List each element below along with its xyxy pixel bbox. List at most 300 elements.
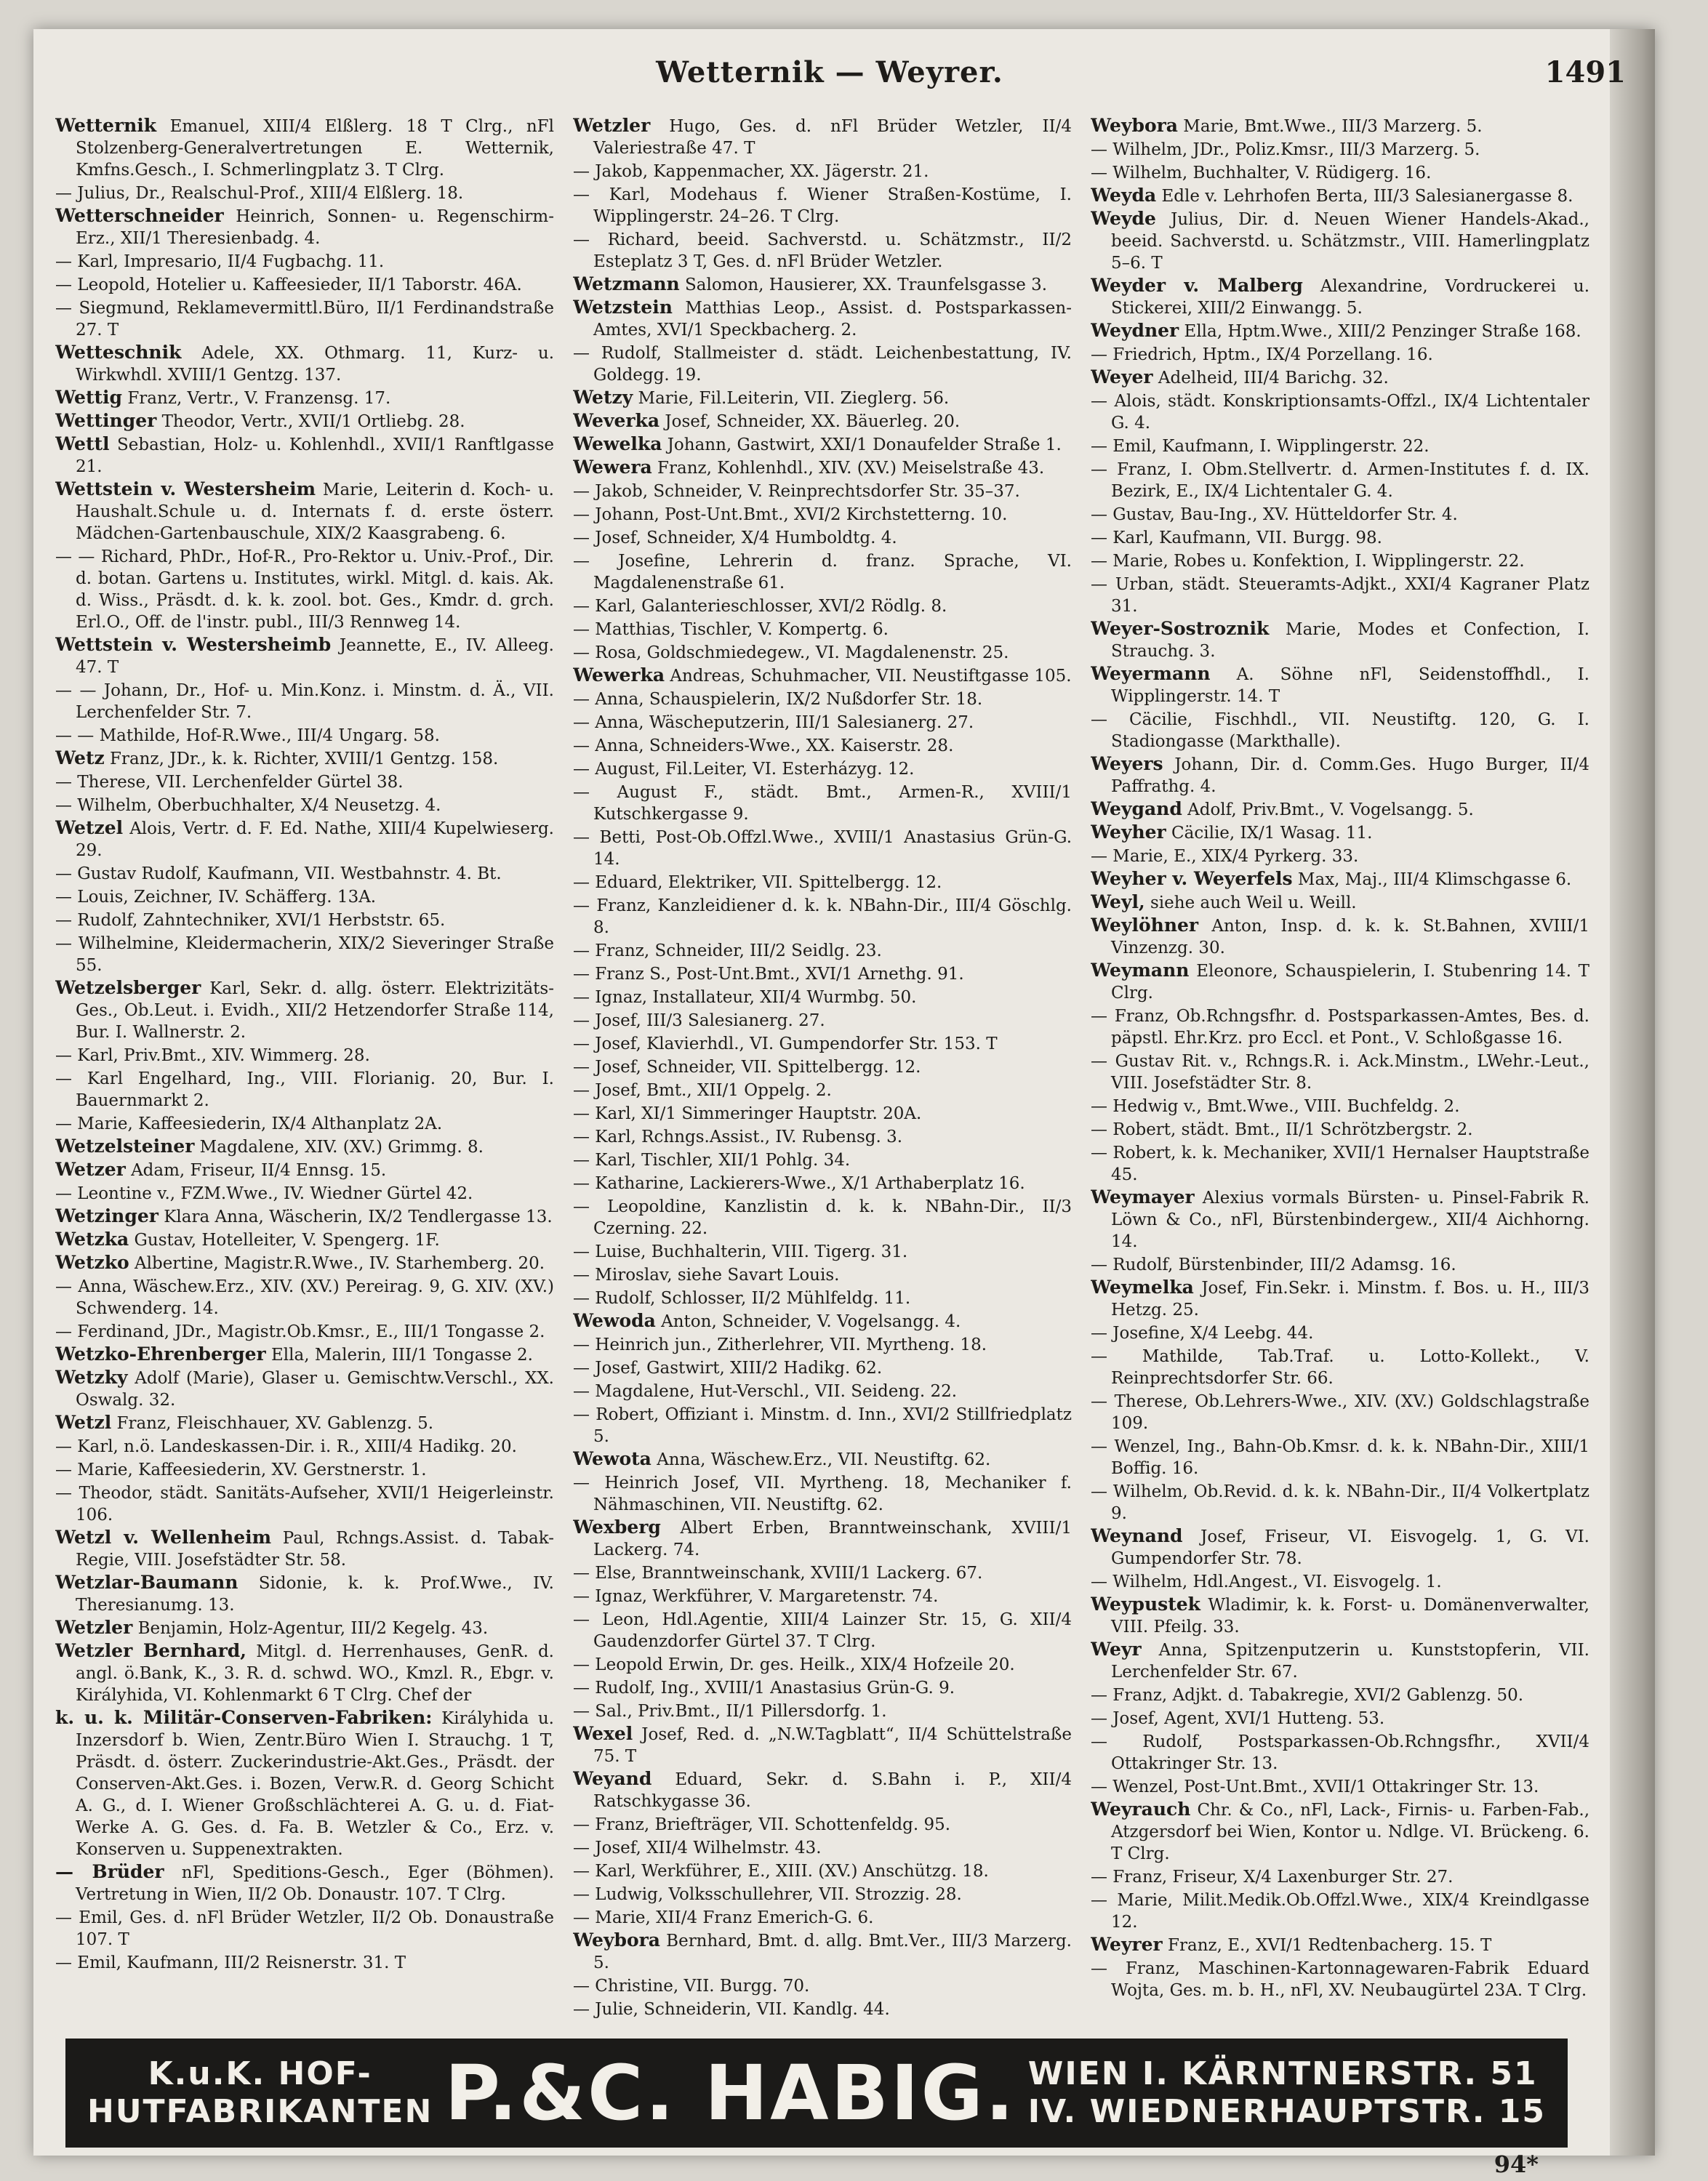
entry-surname: Weyer [1091,366,1153,387]
entry-details: — Richard, beeid. Sachverstd. u. Schätzmstr., II/2 Esteplatz 3 T, Ges. d. nFl Brüder Wetzler. [573,230,1072,271]
directory-entry [573,1333,1072,1356]
directory-entry [1091,845,1589,867]
entry-surname: Wewelka [573,433,662,454]
entry-surname: Wetzler [55,1617,133,1638]
entry-details: Sebastian, Holz- u. Kohlenhdl., XVII/1 Ranftlgasse 21. [76,435,554,476]
entry-details: — Therese, VII. Lerchenfelder Gürtel 38. [55,773,404,792]
directory-entry [1091,1390,1589,1434]
entry-surname: Weyder v. Malberg [1091,275,1303,296]
entry-details: Eleonore, Schauspielerin, I. Stubenring 14. T Clrg. [1111,962,1589,1003]
directory-entry [55,182,554,204]
entry-details: Theodor, Vertr., XVII/1 Ortliebg. 28. [156,412,465,431]
entry-surname: Wewota [573,1448,651,1469]
entry-details: Hugo, Ges. d. nFl Brüder Wetzler, II/4 Valeriestraße 47. T [593,117,1072,158]
directory-entry [573,1836,1072,1859]
entry-details: — Franz S., Post-Unt.Bmt., XVI/1 Arnethg. 91. [573,965,964,984]
entry-details: — Wilhelm, Ob.Revid. d. k. k. NBahn-Dir., II/4 Volkertplatz 9. [1091,1482,1589,1523]
entry-details: Alexandrine, Vordruckerei u. Stickerei, XIII/2 Einwangg. 5. [1111,277,1589,318]
entry-surname: Weyers [1091,753,1163,774]
entry-details: Marie, Leiterin d. Koch- u. Haushalt.Schule u. d. Internats f. d. erste österr. Mädchen-Gartenbauschule, XIX/2 Kaasgrabeng. 6. [76,481,554,543]
entry-details: — Wilhelm, Hdl.Angest., VI. Eisvogelg. 1. [1091,1573,1442,1591]
entry-surname: Weyher v. Weyerfels [1091,868,1293,889]
entry-details: — Wilhelm, JDr., Poliz.Kmsr., III/3 Marzerg. 5. [1091,140,1480,159]
entry-details: — Siegmund, Reklamevermittl.Büro, II/1 Ferdinandstraße 27. T [55,299,554,340]
column-2 [573,115,1072,2020]
directory-entry [55,909,554,931]
book-spine-shadow [1610,29,1655,2156]
directory-entry [573,1975,1072,1997]
entry-surname: Weynand [1091,1525,1183,1546]
entry-details: — Wilhelmine, Kleidermacherin, XIX/2 Sieveringer Straße 55. [55,934,554,975]
entry-surname: Wettstein v. Westersheim [55,478,316,499]
entry-details: — Gustav Rit. v., Rchngs.R. i. Ack.Minstm., LWehr.-Leut., VIII. Josefstädter Str. 8. [1091,1052,1589,1093]
entry-details: — Ferdinand, JDr., Magistr.Ob.Kmsr., E., III/1 Tongasse 2. [55,1322,545,1341]
page-title: Wetternik — Weyrer. [656,55,1003,89]
directory-entry [1091,526,1589,549]
directory-entry [1091,1730,1589,1775]
entry-details: — Emil, Kaufmann, III/2 Reisnerstr. 31. T [55,1953,406,1972]
entry-details: — Rosa, Goldschmiedegew., VI. Magdalenenstr. 25. [573,643,1009,662]
entry-details: — Cäcilie, Fischhdl., VII. Neustiftg. 120, G. I. Stadiongasse (Markthalle). [1091,710,1589,751]
directory-entry [55,885,554,908]
directory-entry [55,1275,554,1320]
directory-entry [55,342,554,386]
entry-details: Cäcilie, IX/1 Wasag. 11. [1166,824,1373,843]
entry-details: — Leopold Erwin, Dr. ges. Heilk., XIX/4 Hofzeile 20. [573,1655,1015,1674]
entry-details: — Miroslav, siehe Savart Louis. [573,1266,840,1285]
entry-surname: Weverka [573,410,660,431]
directory-entry [1091,753,1589,798]
entry-details: — Karl, Tischler, XII/1 Pohlg. 34. [573,1151,851,1170]
entry-details: Mitgl. d. Herrenhauses, GenR. d. angl. ö.Bank, K., 3. R. d. schwd. WO., Kmzl. R., Ebgr. v. Királyhida, VI. Kohlenmarkt 6 T Clrg. Chef der [76,1642,554,1705]
entry-details: — Rudolf, Zahntechniker, XVI/1 Herbststr. 65. [55,911,446,930]
entry-details: Wladimir, k. k. Forst- u. Domänenverwalter, VIII. Pfeilg. 33. [1111,1596,1589,1636]
entry-details: — Rudolf, Stallmeister d. städt. Leichenbestattung, IV. Goldegg. 19. [573,344,1072,385]
entry-details: Matthias Leop., Assist. d. Postsparkassen-Amtes, XVI/1 Speckbacherg. 2. [593,299,1072,340]
entry-details: — August, Fil.Leiter, VI. Esterházyg. 12. [573,760,915,779]
directory-entry [573,986,1072,1008]
entry-details: Franz, Kohlenhdl., XIV. (XV.) Meiselstraße 43. [651,459,1045,478]
entry-details: nFl, Speditions-Gesch., Eger (Böhmen). Vertretung in Wien, II/2 Ob. Donaustr. 107. T Clrg. [76,1863,554,1904]
directory-entry [573,1380,1072,1402]
entry-details: Franz, Vertr., V. Franzensg. 17. [122,389,391,408]
directory-entry [573,1009,1072,1032]
directory-entry [573,1310,1072,1333]
entry-details: — Eduard, Elektriker, VII. Spittelbergg. 12. [573,873,942,892]
entry-details: — Anna, Wäscheputzerin, III/1 Salesianerg. 27. [573,713,974,732]
directory-entry [55,1367,554,1411]
directory-entry [1091,1118,1589,1141]
directory-entry [573,1471,1072,1516]
directory-entry [55,1112,554,1135]
entry-details: Andreas, Schuhmacher, VII. Neustiftgasse 105. [665,667,1072,686]
directory-entry [55,410,554,433]
entry-details: — Karl, XI/1 Simmeringer Hauptstr. 20A. [573,1104,922,1123]
directory-entry [55,297,554,341]
directory-entry [1091,550,1589,572]
entry-details: — Theodor, städt. Sanitäts-Aufseher, XVII/1 Heigerleinstr. 106. [55,1484,554,1525]
directory-entry [573,480,1072,502]
entry-details: — Friedrich, Hptm., IX/4 Porzellang. 16. [1091,345,1433,364]
directory-entry [573,1079,1072,1101]
directory-entry [573,734,1072,757]
entry-surname: Wetzmann [573,273,680,294]
entry-details: — Emil, Kaufmann, I. Wipplingerstr. 22. [1091,437,1430,456]
directory-entry [573,871,1072,893]
entry-details: — Leontine v., FZM.Wwe., IV. Wiedner Gürtel 42. [55,1184,473,1203]
entry-details: — Wilhelm, Oberbuchhalter, X/4 Neusetzg. 4. [55,796,441,815]
entry-details: — Matthias, Tischler, V. Kompertg. 6. [573,620,889,639]
entry-details: Salomon, Hausierer, XX. Traunfelsgasse 3. [679,276,1048,294]
entry-details: Benjamin, Holz-Agentur, III/2 Kegelg. 43. [132,1619,489,1638]
entry-details: Királyhida u. Inzersdorf b. Wien, Zentr.Büro Wien I. Strauchg. 1 T, Präsdt. d. österr. Zuckerindustrie-Akt.Ges., Präsdt. der Conserven-Akt.Ges. i. Bozen, Verw.R. d. Georg Schicht A. G., d. I. Wiener Großschlächterei A. G. u. d. Fiat-Werke A. G. Ges. d. Fa. B. Wetzler & Co., Erz. v. Konserven u. Suppenextrakten. [76,1709,554,1859]
directory-entry [1091,390,1589,434]
directory-entry [573,963,1072,985]
entry-details: Albertine, Magistr.R.Wwe., IV. Starhemberg. 20. [129,1254,545,1273]
entry-details: Magdalene, XIV. (XV.) Grimmg. 8. [194,1138,484,1157]
entry-details: Johann, Gastwirt, XXI/1 Donaufelder Straße 1. [662,435,1062,454]
entry-details: — — Richard, PhDr., Hof-R., Pro-Rektor u. Univ.-Prof., Dir. d. botan. Gartens u. Institutes, wirkl. Mitgl. d. kais. Ak. d. Wiss., Präsdt. d. k. k. zool. bot. Ges., Kmdr. d. grch. Erl.O., Off. de l'instr. publ., III/3 Rennweg 14. [55,547,554,632]
entry-details: — Josef, Agent, XVI/1 Hutteng. 53. [1091,1709,1385,1728]
entry-surname: Weyrer [1091,1934,1163,1955]
entry-surname: Weygand [1091,798,1182,819]
directory-entry [55,1527,554,1571]
directory-entry [573,826,1072,870]
entry-details: — Heinrich jun., Zitherlehrer, VII. Myrtheng. 18. [573,1335,987,1354]
directory-entry [1091,960,1589,1004]
directory-entry [573,1929,1072,1974]
entry-surname: Wetzler [573,115,651,136]
directory-entry [1091,1594,1589,1638]
directory-entry [55,1067,554,1112]
directory-entry [573,1195,1072,1240]
entry-details: — Ignaz, Installateur, XII/4 Wurmbg. 50. [573,988,917,1007]
directory-entry [55,1458,554,1481]
directory-entry [573,1240,1072,1263]
entry-surname: Weyher [1091,822,1166,843]
directory-entry [55,1159,554,1181]
habig-advertisement-banner [65,2039,1568,2148]
entry-details: Adele, XX. Othmarg. 11, Kurz- u. Wirkwhdl. XVIII/1 Gentzg. 137. [76,344,554,385]
entry-details: — Marie, Kaffeesiederin, IX/4 Althanplatz 2A. [55,1114,443,1133]
directory-entry [55,1861,554,1905]
page-number: 1491 [1544,55,1626,89]
entry-details: Franz, Fleischhauer, XV. Gablenzg. 5. [111,1414,434,1433]
entry-details: — August F., städt. Bmt., Armen-R., XVIII/1 Kutschkergasse 9. [573,783,1072,824]
entry-details: Adolf, Priv.Bmt., V. Vogelsangg. 5. [1182,800,1474,819]
entry-details: Ella, Hptm.Wwe., XIII/2 Penzinger Straße 168. [1179,322,1581,341]
directory-entry [573,1056,1072,1078]
entry-details: — Josef, Schneider, X/4 Humboldtg. 4. [573,529,897,547]
entry-details: — Karl, Modehaus f. Wiener Straßen-Kostüme, I. Wipplingerstr. 24–26. T Clrg. [573,185,1072,226]
signature-mark: 94* [1494,2150,1539,2178]
directory-entry [1091,138,1589,161]
directory-entry [573,410,1072,433]
directory-entry [55,817,554,861]
directory-entry [573,688,1072,710]
directory-entry [1091,1684,1589,1706]
directory-entry [55,747,554,770]
entry-surname: k. u. k. Militär-Conserven-Fabriken: [55,1707,433,1728]
directory-entry [1091,503,1589,526]
directory-entry [573,1883,1072,1905]
entry-details: Anna, Wäschew.Erz., VII. Neustiftg. 62. [651,1450,991,1469]
entry-details: — Leon, Hdl.Agentie, XIII/4 Lainzer Str. 15, G. XII/4 Gaudenzdorfer Gürtel 37. T Clrg. [573,1610,1072,1651]
entry-details: — Sal., Priv.Bmt., II/1 Pillersdorfg. 1. [573,1702,887,1721]
directory-entry [573,618,1072,640]
directory-entry [55,387,554,409]
directory-entry [55,724,554,747]
entry-details: Emanuel, XIII/4 Elßlerg. 18 T Clrg., nFl Stolzenberg-Generalvertretungen E. Wetternik, Kmfns.Gesch., I. Schmerlingplatz 3. T Clrg. [76,117,554,180]
entry-details: — Betti, Post-Ob.Offzl.Wwe., XVIII/1 Anastasius Grün-G. 14. [573,828,1072,869]
entry-surname: Wewerka [573,664,665,686]
entry-details: Josef, Friseur, VI. Eisvogelg. 1, G. VI. Gumpendorfer Str. 78. [1111,1527,1589,1568]
entry-details: — Karl, n.ö. Landeskassen-Dir. i. R., XIII/4 Hadikg. 20. [55,1437,517,1456]
entry-details: — Ludwig, Volksschullehrer, VII. Strozzig. 28. [573,1885,962,1904]
entry-details: — Franz, Maschinen-Kartonnagewaren-Fabrik Eduard Wojta, Ges. m. b. H., nFl, XV. Neubaugürtel 23A. T Clrg. [1091,1959,1589,2000]
entry-details: Adelheid, III/4 Barichg. 32. [1152,369,1389,387]
entry-surname: Wetzl [55,1412,112,1433]
entry-details: — Franz, Schneider, III/2 Seidlg. 23. [573,941,882,960]
directory-entry [573,1998,1072,2020]
directory-entry [573,1653,1072,1676]
directory-entry [573,1448,1072,1471]
entry-surname: Weyl, [1091,891,1145,912]
directory-entry [573,894,1072,939]
entry-surname: Wewera [573,457,652,478]
directory-entry [55,862,554,885]
entry-details: — Marie, Robes u. Konfektion, I. Wipplingerstr. 22. [1091,552,1525,571]
entry-details: Julius, Dir. d. Neuen Wiener Handels-Akad., beeid. Sachverstd. u. Schätzmstr., VIII. Hamerlingplatz 5–6. T [1111,210,1589,273]
directory-entry [1091,915,1589,959]
entry-details: — — Mathilde, Hof-R.Wwe., III/4 Ungarg. 58. [55,726,440,745]
entry-details: — Emil, Ges. d. nFl Brüder Wetzler, II/2 Ob. Donaustraße 107. T [55,1908,554,1949]
ad-right-line1: WIEN I. KÄRNTNERSTR. 51 [1027,2055,1538,2092]
directory-entry [55,1482,554,1526]
entry-details: — Heinrich Josef, VII. Myrtheng. 18, Mechaniker f. Nähmaschinen, VII. Neustiftg. 62. [573,1474,1072,1514]
entry-details: — Josef, III/3 Salesianerg. 27. [573,1011,825,1030]
entry-details: — Mathilde, Tab.Traf. u. Lotto-Kollekt., V. Reinprechtsdorfer Str. 66. [1091,1347,1589,1388]
directory-entry [1091,1865,1589,1888]
entry-surname: Wetzy [573,387,633,408]
entry-details: — Marie, E., XIX/4 Pyrkerg. 33. [1091,847,1359,866]
column-1 [55,115,554,2020]
entry-details: — Wilhelm, Buchhalter, V. Rüdigerg. 16. [1091,164,1432,182]
column-3 [1091,115,1589,2020]
entry-details: — Rudolf, Bürstenbinder, III/2 Adamsg. 16. [1091,1256,1456,1274]
entry-details: — Franz, Kanzleidiener d. k. k. NBahn-Dir., III/4 Göschlg. 8. [573,896,1072,937]
entry-details: — Therese, Ob.Lehrers-Wwe., XIV. (XV.) Goldschlagstraße 109. [1091,1392,1589,1433]
entry-surname: Wettl [55,433,110,454]
entry-details: — Alois, städt. Konskriptionsamts-Offzl., IX/4 Lichtentaler G. 4. [1091,392,1589,433]
directory-entry [1091,1277,1589,1321]
entry-details: — Josef, XII/4 Wilhelmstr. 43. [573,1839,822,1857]
entry-details: — Johann, Post-Unt.Bmt., XVI/2 Kirchstetterng. 10. [573,505,1008,524]
entry-details: Chr. & Co., nFl, Lack-, Firnis- u. Farben-Fab., Atzgersdorf bei Wien, Kontor u. Ndlge. VI. Brückeng. 6. T Clrg. [1111,1801,1589,1863]
entry-details: — Gustav, Bau-Ing., XV. Hütteldorfer Str. 4. [1091,505,1458,524]
entry-details: — Magdalene, Hut-Verschl., VII. Seideng. 22. [573,1382,958,1401]
directory-entry [573,595,1072,617]
directory-entry [1091,275,1589,319]
entry-surname: Wetterschneider [55,205,224,226]
directory-entry [573,1032,1072,1055]
directory-entry [55,1205,554,1228]
directory-entry [573,183,1072,228]
directory-entry [55,1412,554,1434]
entry-details: — Josefine, X/4 Leebg. 44. [1091,1324,1314,1343]
entry-surname: Wetzlar-Baumann [55,1572,238,1593]
entry-details: — Franz, I. Obm.Stellvertr. d. Armen-Institutes f. d. IX. Bezirk, E., IX/4 Lichtentaler G. 4. [1091,460,1589,501]
directory-entry [55,433,554,478]
entry-details: Heinrich, Sonnen- u. Regenschirm-Erz., XII/1 Theresienbadg. 4. [76,207,554,248]
entry-details: — Else, Branntweinschank, XVIII/1 Lackerg. 67. [573,1564,983,1583]
directory-entry [55,771,554,793]
entry-details: — Karl Engelhard, Ing., VIII. Florianig. 20, Bur. I. Bauernmarkt 2. [55,1069,554,1110]
directory-entry [55,1435,554,1458]
directory-entry [1091,435,1589,457]
directory-entry [1091,1345,1589,1389]
entry-details: — Josef, Bmt., XII/1 Oppelg. 2. [573,1081,832,1100]
entry-details: — Leopold, Hotelier u. Kaffeesieder, II/1 Taborstr. 46A. [55,276,522,294]
directory-entry [55,794,554,816]
directory-entry [1091,1775,1589,1798]
entry-details: — Josef, Klavierhdl., VI. Gumpendorfer Str. 153. T [573,1035,998,1053]
ad-left-line2: HUTFABRIKANTEN [87,2093,433,2130]
directory-entry [573,1125,1072,1148]
directory-columns [55,115,1589,2020]
entry-details: Alexius vormals Bürsten- u. Pinsel-Fabrik R. Löwn & Co., nFl, Bürstenbindergew., XII/4 Aichhorng. 14. [1111,1189,1589,1251]
entry-details: Josef, Red. d. „N.W.Tagblatt“, II/4 Schüttelstraße 75. T [593,1725,1072,1766]
entry-details: — Franz, Adjkt. d. Tabakregie, XVI/2 Gablenzg. 50. [1091,1686,1524,1705]
directory-entry [573,1608,1072,1652]
directory-entry [1091,708,1589,752]
directory-entry [1091,458,1589,502]
entry-surname: Wetzelsberger [55,977,201,998]
entry-details: — Hedwig v., Bmt.Wwe., VIII. Buchfeldg. 2. [1091,1097,1460,1116]
entry-surname: Weymann [1091,960,1190,981]
entry-details: Ella, Malerin, III/1 Tongasse 2. [265,1346,533,1365]
directory-entry [573,1102,1072,1125]
entry-details: — Josef, Gastwirt, XIII/2 Hadikg. 62. [573,1359,883,1378]
entry-surname: Wettstein v. Westersheimb [55,634,332,655]
directory-entry [573,1585,1072,1607]
entry-details: — Franz, Briefträger, VII. Schottenfeldg. 95. [573,1815,951,1834]
entry-surname: Wexel [573,1723,633,1744]
entry-details: — Wenzel, Post-Unt.Bmt., XVII/1 Ottakringer Str. 13. [1091,1778,1539,1796]
directory-entry [573,664,1072,687]
directory-entry [1091,663,1589,707]
directory-entry [573,1813,1072,1836]
directory-entry [55,545,554,633]
entry-details: Eduard, Sekr. d. S.Bahn i. P., XII/4 Ratschkygasse 36. [593,1770,1072,1811]
directory-entry [573,1860,1072,1882]
entry-details: — Rudolf, Schlosser, II/2 Mühlfeldg. 11. [573,1289,911,1308]
directory-entry [55,115,554,181]
directory-entry [55,478,554,545]
directory-entry [573,550,1072,594]
directory-entry [1091,1934,1589,1956]
entry-surname: Wetzinger [55,1205,159,1226]
directory-entry [573,1264,1072,1286]
entry-details: — Robert, Offiziant i. Minstm. d. Inn., XVI/2 Stillfriedplatz 5. [573,1405,1072,1446]
directory-entry [55,1182,554,1205]
directory-entry [1091,1639,1589,1683]
entry-details: — Marie, Milit.Medik.Ob.Offzl.Wwe., XIX/4 Kreindlgasse 12. [1091,1891,1589,1932]
directory-entry [573,526,1072,549]
entry-details: — Leopoldine, Kanzlistin d. k. k. NBahn-Dir., II/3 Czerning. 22. [573,1197,1072,1238]
entry-surname: Wetzl v. Wellenheim [55,1527,272,1548]
directory-entry [1091,185,1589,207]
directory-entry [573,1287,1072,1309]
entry-details: — Karl, Priv.Bmt., XIV. Wimmerg. 28. [55,1046,370,1065]
entry-details: — Karl, Impresario, II/4 Fugbachg. 11. [55,252,385,271]
entry-details: Albert Erben, Branntweinschank, XVIII/1 Lackerg. 74. [593,1519,1072,1559]
directory-entry [1091,1141,1589,1186]
directory-entry [55,679,554,723]
entry-details: Paul, Rchngs.Assist. d. Tabak-Regie, VIII. Josefstädter Str. 58. [76,1529,554,1570]
entry-surname: Weypustek [1091,1594,1200,1615]
entry-surname: Weyde [1091,208,1156,229]
entry-details: — Franz, Ob.Rchngsfhr. d. Postsparkassen-Amtes, Bes. d. päpstl. Ehr.Krz. pro Eccl. et Pont., V. Schloßgasse 16. [1091,1007,1589,1048]
directory-entry [573,711,1072,734]
directory-entry [55,1252,554,1274]
directory-entry [573,273,1072,296]
entry-surname: Wettinger [55,410,157,431]
directory-entry [55,1343,554,1366]
directory-entry [55,1320,554,1343]
directory-entry [1091,798,1589,821]
directory-entry [1091,573,1589,617]
entry-details: Adam, Friseur, II/4 Ennsg. 15. [125,1161,387,1180]
directory-entry [1091,822,1589,844]
entry-details: Marie, Fil.Leiterin, VII. Zieglerg. 56. [633,389,950,408]
directory-entry [573,1562,1072,1584]
directory-entry [1091,618,1589,662]
directory-entry [1091,868,1589,891]
entry-details: — Urban, städt. Steueramts-Adjkt., XXI/4 Kagraner Platz 31. [1091,575,1589,616]
entry-details: Adolf (Marie), Glaser u. Gemischtw.Verschl., XX. Oswalg. 32. [76,1369,554,1410]
directory-entry [55,977,554,1043]
directory-entry [1091,1889,1589,1933]
directory-entry [55,634,554,678]
entry-surname: Weybora [573,1929,660,1951]
directory-entry [1091,1186,1589,1253]
directory-entry [1091,366,1589,389]
entry-surname: Wewoda [573,1310,656,1331]
entry-details: — Rudolf, Postsparkassen-Ob.Rchngsfhr., XVII/4 Ottakringer Str. 13. [1091,1732,1589,1773]
entry-surname: Wetzky [55,1367,128,1388]
entry-details: — Wenzel, Ing., Bahn-Ob.Kmsr. d. k. k. NBahn-Dir., XIII/1 Boffig. 16. [1091,1437,1589,1478]
directory-entry [1091,320,1589,342]
entry-details: — Luise, Buchhalterin, VIII. Tigerg. 31. [573,1242,908,1261]
entry-details: — Franz, Friseur, X/4 Laxenburger Str. 27. [1091,1868,1454,1887]
directory-entry [1091,208,1589,274]
directory-entry [1091,1435,1589,1479]
directory-entry [573,387,1072,409]
entry-surname: Wetzler Bernhard, [55,1640,246,1661]
directory-entry [55,1044,554,1067]
directory-entry [1091,1799,1589,1865]
entry-surname: Wetteschnik [55,342,182,363]
entry-details: — Gustav Rudolf, Kaufmann, VII. Westbahnstr. 4. Bt. [55,864,502,883]
directory-entry [573,1357,1072,1379]
entry-surname: — Brüder [55,1861,164,1882]
entry-details: Sidonie, k. k. Prof.Wwe., IV. Theresianumg. 13. [76,1574,554,1615]
entry-details: — Anna, Wäschew.Erz., XIV. (XV.) Pereirag. 9, G. XIV. (XV.) Schwenderg. 14. [55,1277,554,1318]
directory-entry [1091,1253,1589,1276]
entry-details: — Marie, Kaffeesiederin, XV. Gerstnerstr. 1. [55,1461,427,1479]
page-header [33,49,1626,93]
